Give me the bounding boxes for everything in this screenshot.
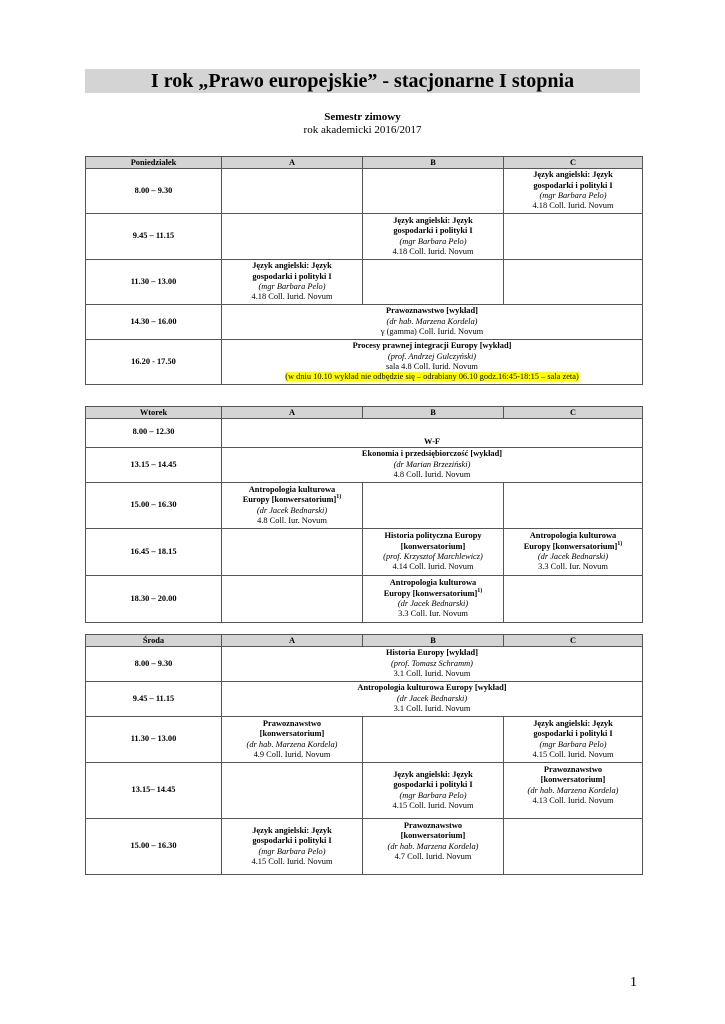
lecturer: (dr Jacek Bednarski) [256, 505, 328, 515]
table-row [86, 763, 643, 819]
class-title: Antropologia kulturowa [248, 484, 336, 494]
class-title: Europy [konwersatorium]$^{1)}$ [383, 587, 483, 598]
lecturer: (prof. Andrzej Gulczyński) [387, 351, 477, 361]
column-a-header: A [222, 635, 363, 647]
empty-cell [222, 763, 363, 819]
semester-label: Semestr zimowy [324, 111, 401, 123]
class-cell [504, 169, 643, 214]
monday-schedule-table [85, 156, 643, 385]
day-header: Wtorek [86, 407, 222, 419]
time-slot: 13.15 – 14.45 [86, 448, 222, 483]
class-cell [222, 717, 363, 763]
room: 3.1 Coll. Iurid. Novum [393, 704, 471, 714]
class-title: Język angielski: Język [393, 769, 473, 779]
time-slot: 18.30 – 20.00 [86, 576, 222, 623]
table-row [86, 483, 643, 529]
class-cell [504, 717, 643, 763]
table-row [86, 214, 643, 260]
class-cell [222, 682, 643, 717]
lecturer: (mgr Barbara Pelo) [258, 282, 326, 291]
class-title: [konwersatorium] [540, 775, 606, 785]
column-c-header: C [504, 635, 643, 647]
lecturer: (prof. Krzysztof Marchlewicz) [383, 552, 483, 561]
lecturer: (dr Jacek Bednarski) [396, 693, 468, 703]
room: 4.7 Coll. Iurid. Novum [394, 852, 472, 862]
room: 4.8 Coll. Iurid. Novum [393, 470, 471, 480]
table-row [86, 340, 643, 385]
empty-cell [222, 529, 363, 576]
class-title: Europy [konwersatorium]$^{1)}$ [523, 540, 623, 551]
lecturer: (dr hab. Marzena Kordela) [527, 785, 619, 795]
class-title: [konwersatorium] [400, 541, 466, 551]
room: 4.15 Coll. Iurid. Novum [251, 856, 333, 866]
class-title: Historia Europy [wykład] [386, 648, 478, 658]
column-c-header: C [504, 157, 643, 169]
column-b-header: B [363, 157, 504, 169]
class-title: Historia polityczna Europy [384, 531, 482, 541]
class-title: Prawoznawstwo [262, 718, 322, 728]
empty-cell [504, 819, 643, 875]
class-title: Język angielski: Język [533, 718, 613, 728]
class-cell [363, 214, 504, 260]
time-slot: 14.30 – 16.00 [86, 305, 222, 340]
class-cell [363, 529, 504, 576]
table-row [86, 169, 643, 214]
class-cell [504, 529, 643, 576]
table-header-row [86, 407, 643, 419]
class-title: gospodarki i polityki I [533, 180, 613, 190]
class-title: gospodarki i polityki I [393, 226, 473, 236]
tuesday-schedule-table [85, 406, 643, 623]
time-slot: 16.20 - 17.50 [86, 340, 222, 385]
class-title: Język angielski: Język [252, 825, 332, 835]
document-title: I rok „Prawo europejskie” - stacjonarne I stopnia [85, 69, 640, 93]
time-slot: 11.30 – 13.00 [86, 717, 222, 763]
room: 4.9 Coll. Iurid. Novum [253, 749, 331, 759]
empty-cell [363, 169, 504, 214]
lecturer: (mgr Barbara Pelo) [399, 790, 467, 800]
lecturer: (mgr Barbara Pelo) [399, 236, 467, 246]
time-slot: 8.00 – 12.30 [86, 419, 222, 448]
lecturer: (dr hab. Marzena Kordela) [386, 316, 478, 326]
lecturer: (dr Marian Brzeziński) [393, 459, 471, 469]
class-title: gospodarki i polityki I [252, 836, 332, 846]
table-row [86, 260, 643, 305]
time-slot: 16.45 – 18.15 [86, 529, 222, 576]
empty-cell [504, 260, 643, 305]
class-title: Prawoznawstwo [403, 821, 463, 830]
lecturer: (mgr Barbara Pelo) [258, 846, 326, 856]
wednesday-schedule-table [85, 634, 643, 875]
class-cell [222, 305, 643, 340]
class-title: Antropologia kulturowa [529, 531, 617, 541]
class-cell [222, 647, 643, 682]
class-title: Język angielski: Język [393, 215, 473, 225]
footnote-mark: 1) [617, 540, 623, 547]
room: γ (gamma) Coll. Iurid. Novum [380, 327, 484, 337]
table-row [86, 682, 643, 717]
lecturer: (mgr Barbara Pelo) [539, 191, 607, 200]
class-cell [363, 763, 504, 819]
class-title: Prawoznawstwo [543, 765, 603, 774]
table-row [86, 717, 643, 763]
room: 4.18 Coll. Iurid. Novum [392, 246, 474, 256]
day-header: Poniedziałek [86, 157, 222, 169]
class-title: Ekonomia i przedsiębiorczość [wykład] [361, 449, 503, 459]
empty-cell [222, 214, 363, 260]
class-cell [222, 419, 643, 448]
class-title: gospodarki i polityki I [393, 780, 473, 790]
empty-cell [504, 214, 643, 260]
lecturer: (dr hab. Marzena Kordela) [387, 841, 479, 851]
class-title: [konwersatorium] [400, 831, 466, 841]
class-title: Antropologia kulturowa Europy [wykład] [357, 683, 507, 693]
time-slot: 15.00 – 16.30 [86, 819, 222, 875]
class-title: W-F [424, 436, 440, 446]
day-header: Środa [86, 635, 222, 647]
table-row [86, 819, 643, 875]
class-cell [222, 340, 643, 385]
class-title: Europy [konwersatorium]$^{1)}$ [242, 494, 342, 505]
table-header-row [86, 635, 643, 647]
table-row [86, 529, 643, 576]
time-slot: 9.45 – 11.15 [86, 682, 222, 717]
column-c-header: C [504, 407, 643, 419]
table-header-row [86, 157, 643, 169]
column-a-header: A [222, 407, 363, 419]
time-slot: 9.45 – 11.15 [86, 214, 222, 260]
room: 4.14 Coll. Iurid. Novum [392, 562, 474, 572]
room: 4.13 Coll. Iurid. Novum [532, 796, 614, 806]
room: 3.3 Coll. Iur. Novum [398, 609, 468, 619]
class-title: gospodarki i polityki I [533, 729, 613, 739]
class-cell [222, 260, 363, 305]
class-title: Antropologia kulturowa [389, 578, 477, 588]
time-slot: 8.00 – 9.30 [86, 169, 222, 214]
empty-cell [504, 483, 643, 529]
empty-cell [363, 260, 504, 305]
column-b-header: B [363, 635, 504, 647]
table-row [86, 448, 643, 483]
empty-cell [363, 483, 504, 529]
footnote-mark: 1) [336, 494, 342, 501]
time-slot: 11.30 – 13.00 [86, 260, 222, 305]
lecturer: (dr Jacek Bednarski) [537, 552, 609, 561]
class-cell [504, 763, 643, 819]
page-number: 1 [630, 975, 637, 990]
class-title: Język angielski: Język [533, 170, 613, 180]
empty-cell [222, 169, 363, 214]
class-cell [222, 819, 363, 875]
empty-cell [222, 576, 363, 623]
room: 4.15 Coll. Iurid. Novum [532, 749, 614, 759]
time-slot: 15.00 – 16.30 [86, 483, 222, 529]
lecturer: (dr hab. Marzena Kordela) [246, 739, 338, 749]
class-cell [363, 576, 504, 623]
class-title: Język angielski: Język [252, 261, 332, 271]
table-row [86, 419, 643, 448]
room: 4.18 Coll. Iurid. Novum [251, 292, 333, 302]
empty-cell [504, 576, 643, 623]
column-b-header: B [363, 407, 504, 419]
lecturer: (dr Jacek Bednarski) [397, 599, 469, 608]
column-a-header: A [222, 157, 363, 169]
table-row [86, 576, 643, 623]
class-cell [363, 819, 504, 875]
lecturer: (prof. Tomasz Schramm) [391, 658, 473, 668]
lecturer: (mgr Barbara Pelo) [539, 739, 607, 749]
room: 3.1 Coll. Iurid. Novum [393, 669, 471, 679]
academic-year: rok akademicki 2016/2017 [303, 124, 422, 136]
room: 4.8 Coll. Iur. Novum [257, 515, 327, 525]
room: sala 4.8 Coll. Iurid. Novum [386, 362, 478, 371]
time-slot: 8.00 – 9.30 [86, 647, 222, 682]
table-row [86, 647, 643, 682]
class-cell [222, 448, 643, 483]
room: 3.3 Coll. Iur. Novum [538, 562, 608, 572]
table-row [86, 305, 643, 340]
room: 4.18 Coll. Iurid. Novum [532, 201, 614, 211]
class-cell [222, 483, 363, 529]
class-title: [konwersatorium] [259, 729, 325, 739]
class-title: gospodarki i polityki I [252, 271, 332, 281]
room: 4.15 Coll. Iurid. Novum [392, 800, 474, 810]
time-slot: 13.15– 14.45 [86, 763, 222, 819]
empty-cell [363, 717, 504, 763]
footnote-mark: 1) [477, 587, 483, 594]
highlighted-note: (w dniu 10.10 wykład nie odbędzie się – odrabiany 06.10 godz.16:45-18:15 – sala zeta) [285, 372, 579, 382]
class-title: Prawoznawstwo [wykład] [386, 306, 478, 316]
class-title: Procesy prawnej integracji Europy [wykład] [352, 341, 512, 351]
